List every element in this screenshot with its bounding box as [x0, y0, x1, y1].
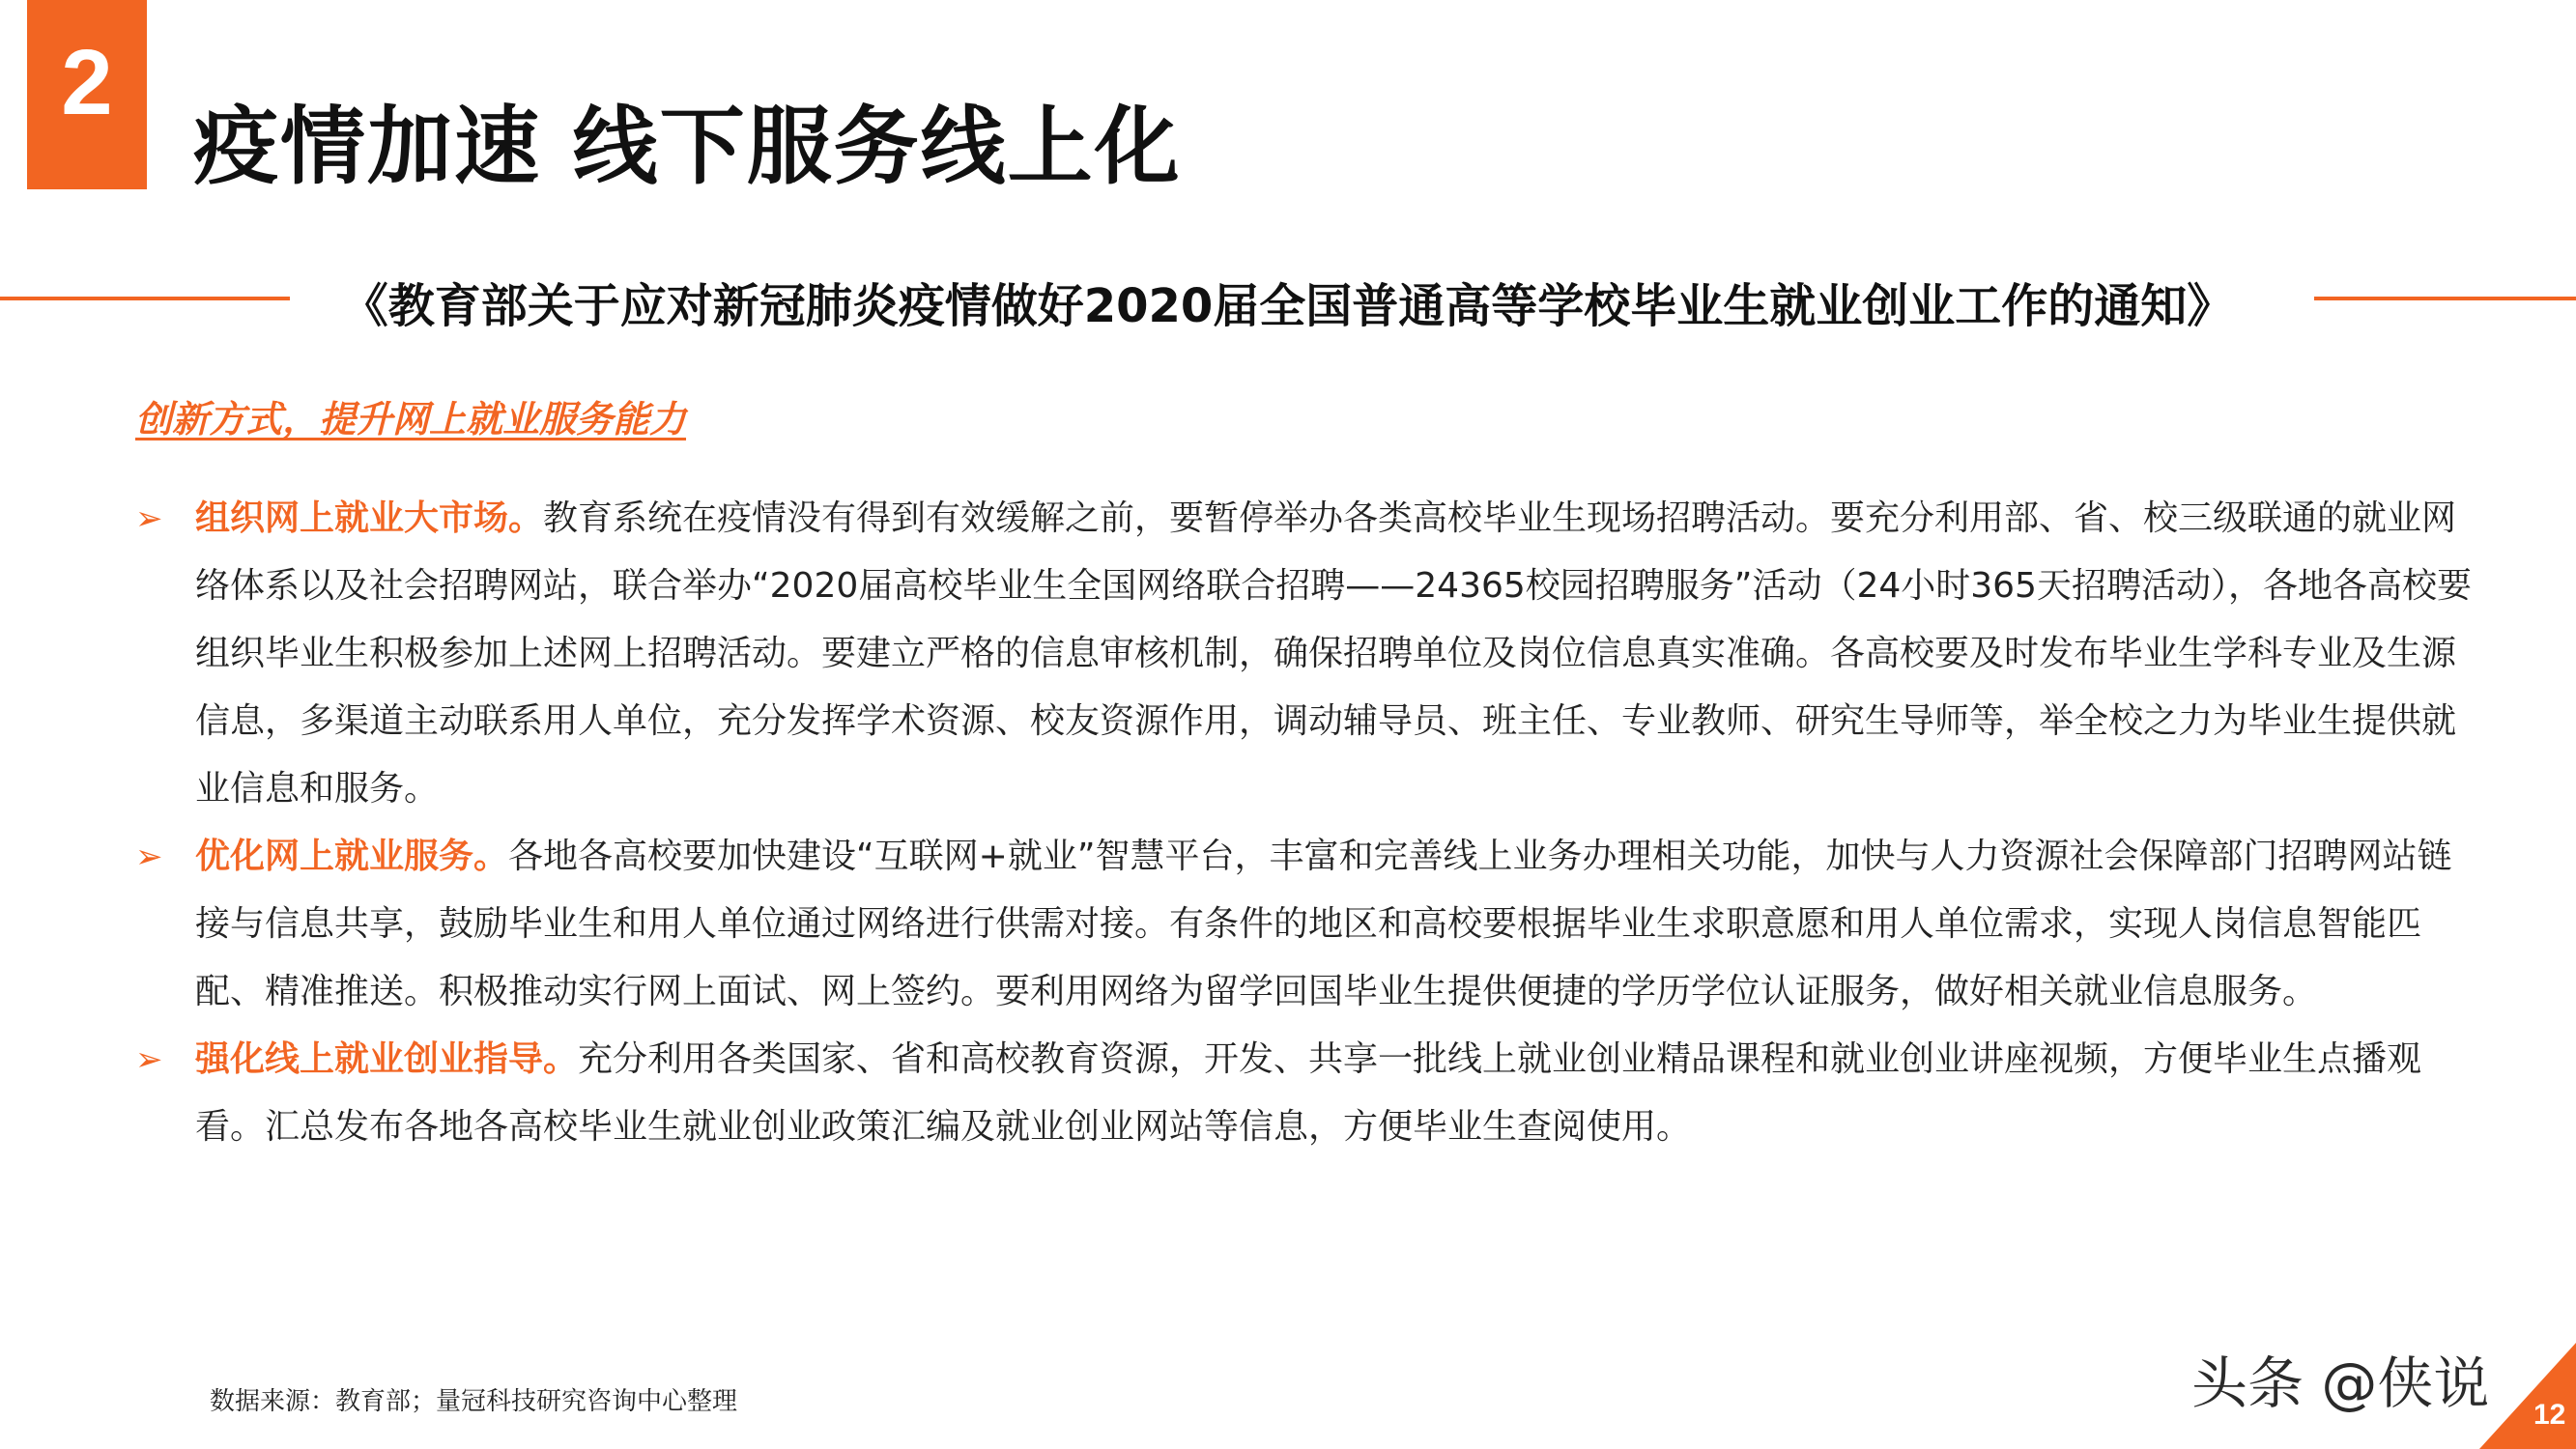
item-body-text: 教育系统在疫情没有得到有效缓解之前，要暂停举办各类高校毕业生现场招聘活动。要充分利用部、省、校三级联通的就业网络体系以及社会招聘网站，联合举办“2020届高校毕业生全国网络联合招聘——24365校园招聘服务”活动（24小时365天招聘活动），各地各高校要组织毕业生积极参加上述网上招聘活动。要建立严格的信息审核机制，确保招聘单位及岗位信息真实准确。各高校要及时发布毕业生学科专业及生源信息，多渠道主动联系用人单位，充分发挥学术资源、校友资源作用，调动辅导员、班主任、专业教师、研究生导师等，举全校之力为毕业生提供就业信息和服务。 [195, 498, 2472, 809]
title-divider-left [0, 297, 290, 300]
page-number: 12 [2533, 1399, 2566, 1431]
corner-triangle [2479, 1343, 2576, 1449]
section-subtitle: 创新方式，提升网上就业服务能力 [135, 398, 687, 440]
arrow-bullet-icon: ➢ [135, 499, 163, 538]
page-title: 疫情加速 线下服务线上化 [193, 97, 1182, 196]
watermark: 头条 @侠说 [2191, 1350, 2490, 1416]
section-number-badge: 2 [27, 0, 147, 189]
list-item-online-employment-service [135, 823, 2474, 1026]
item-lead-text: 强化线上就业创业指导。 [195, 1039, 579, 1079]
list-item-online-career-guidance [135, 1026, 2474, 1161]
title-divider-right [2314, 297, 2576, 300]
notice-title: 《教育部关于应对新冠肺炎疫情做好2020届全国普通高等学校毕业生就业创业工作的通知》 [341, 279, 2234, 333]
item-lead-text: 组织网上就业大市场。 [195, 498, 544, 538]
list-item-online-job-fair [135, 485, 2474, 823]
content-list [135, 485, 2474, 1161]
item-body-text: 充分利用各类国家、省和高校教育资源，开发、共享一批线上就业创业精品课程和就业创业讲座视频，方便毕业生点播观看。汇总发布各地各高校毕业生就业创业政策汇编及就业创业网站等信息，方便毕业生查阅使用。 [195, 1039, 2422, 1147]
data-source-note: 数据来源：教育部；量冠科技研究咨询中心整理 [210, 1387, 738, 1416]
arrow-bullet-icon: ➢ [135, 1040, 163, 1079]
arrow-bullet-icon: ➢ [135, 838, 163, 876]
item-lead-text: 优化网上就业服务。 [195, 837, 509, 876]
item-body-text: 各地各高校要加快建设“互联网+就业”智慧平台，丰富和完善线上业务办理相关功能，加快与人力资源社会保障部门招聘网站链接与信息共享，鼓励毕业生和用人单位通过网络进行供需对接。有条件的地区和高校要根据毕业生求职意愿和用人单位需求，实现人岗信息智能匹配、精准推送。积极推动实行网上面试、网上签约。要利用网络为留学回国毕业生提供便捷的学历学位认证服务，做好相关就业信息服务。 [195, 837, 2452, 1011]
